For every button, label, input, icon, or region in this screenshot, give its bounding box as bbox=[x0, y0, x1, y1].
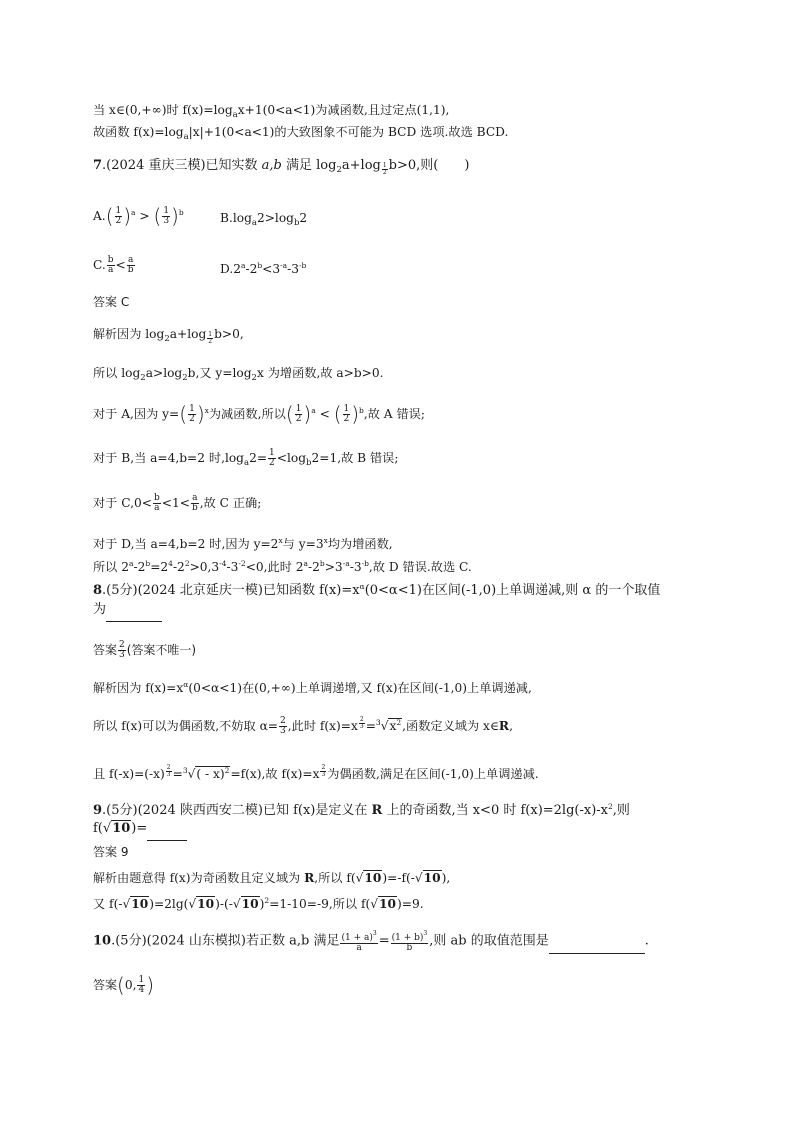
q8-answer: 答案 $\frac{2}{3}$ (答案不唯一) bbox=[93, 640, 197, 660]
q7-analysis-5: 对于 C,0< $\frac{b}{a}$ <1< $\frac{a}{b}$ ,故 C 正确; bbox=[93, 493, 262, 513]
q7-stem: 7.(2024 重庆三模)已知实数 a,b 满足 $\log_2a+\log$ $_{\frac{1}{2}}$ b>0,则( ) bbox=[93, 158, 470, 176]
q9-answer-blank bbox=[147, 822, 187, 841]
q7-analysis-3: 对于 A,因为 y=( $\frac{1}{2}$ )$^x$为减函数,所以( $\frac{1}{2}$ )$^a$ < ( $\frac{1}{2}$ )$^b$,故 A 错误; bbox=[93, 402, 425, 426]
q8-analysis-2: 所以 f(x)可以为偶函数,不妨取 α= $\frac{2}{3}$ ,此时 f(x)=x $^{\frac{2}{3}}$ $=^3√x^2$,函数定义域为 x∈R, bbox=[93, 715, 513, 736]
prev-line-1: 当 x∈(0,+∞)时 $f(x)=\log_ax+1(0<a<1)$为减函数,且过定点(1,1), bbox=[93, 103, 450, 120]
q7-option-a: A.( $\frac{1}{2}$ )$^a$ > ( $\frac{1}{3}$ )$^b$ bbox=[93, 204, 184, 228]
q7-option-d: $D.2^a-2^b<3^{-a}-3^{-b}$ bbox=[220, 261, 307, 276]
q8-stem-1: 8.(5分)(2024 北京延庆一模)已知函数 $f(x)=x^\alpha(0<\alpha<1)$在区间(-1,0)上单调递减,则 α 的一个取值 bbox=[93, 582, 661, 598]
q7-analysis-4: 对于 B,当 a=4,b=2 时$,\log_a2=$ $\frac{1}{2}$ $<\log_b2=1$,故 B 错误; bbox=[93, 448, 399, 468]
q7-analysis-6: 对于 D,当 a=4,b=2 时,因为 $y=2^x$与 $y=3^x$均为增函数, bbox=[93, 536, 393, 551]
q10-answer: 答案(0, $\frac{1}{4}$ ) bbox=[93, 973, 155, 997]
q7-option-c: C. $\frac{b}{a}$ < $\frac{a}{b}$ bbox=[93, 255, 134, 275]
q7-analysis-2: 所以 $\log_2a>\log_2b$,又 $y=\log_2x$ 为增函数,故 a>b>0. bbox=[93, 366, 384, 383]
q10-stem: 10.(5分)(2024 山东模拟)若正数 a,b 满足 $\frac{(1 + a)^3}{a}$ = $\frac{(1 + b)^3}{b}$ ,则 ab 的取值范围是 . bbox=[93, 930, 649, 953]
prev-line-2: 故函数 $f(x)=\log_a|x|+1(0<a<1)$的大致图象不可能为 BCD 选项.故选 BCD. bbox=[93, 125, 509, 142]
q9-analysis-2: 又 $f(-√10)=2\lg(√10)-(-√10)^2=1-10=-9$,所以 f(√10)=9. bbox=[93, 896, 424, 911]
q9-stem-2: f(√10)= bbox=[93, 820, 187, 841]
q7-analysis-7: 所以 $2^a-2^b=2^4-2^2>0,3^{-4}-3^{-2}<0$,此时 $2^a-2^b>3^{-a}-3^{-b}$,故 D 错误.故选 C. bbox=[93, 559, 472, 574]
q10-answer-blank bbox=[549, 935, 645, 954]
q8-analysis-1: 解析因为 $f(x)=x^\alpha(0<\alpha<1)$在(0,+∞)上单调递增,又 f(x)在区间(-1,0)上单调递减, bbox=[93, 680, 532, 695]
q8-answer-blank bbox=[106, 603, 162, 622]
q7-answer: 答案 C bbox=[93, 295, 130, 309]
q9-answer: 答案 9 bbox=[93, 845, 129, 859]
q7-option-b: $B.\log_a2>\log_b2$ bbox=[220, 211, 308, 228]
q8-analysis-3: 且 f(-x)=(-x) $^{\frac{2}{3}}$ =$^3$√( - x)$^2$=f(x),故 f(x)=x $^{\frac{2}{3}}$ 为偶函数,满足在区间(-1,0)上单调递减. bbox=[93, 763, 539, 781]
q7-analysis-1: 解析因为 $\log_2a+\log$ $_{\frac{1}{2}}$ b>0, bbox=[93, 327, 244, 345]
q9-stem-1: 9.(5分)(2024 陕西西安二模)已知 f(x)是定义在 R 上的奇函数,当 x<0 时 $f(x)=2\lg(-x)-x^2$,则 bbox=[93, 802, 630, 818]
q9-analysis-1: 解析由题意得 f(x)为奇函数且定义域为 R,所以 f(√10)=-f(-√10), bbox=[93, 871, 451, 885]
q8-stem-2: 为 bbox=[93, 601, 162, 622]
